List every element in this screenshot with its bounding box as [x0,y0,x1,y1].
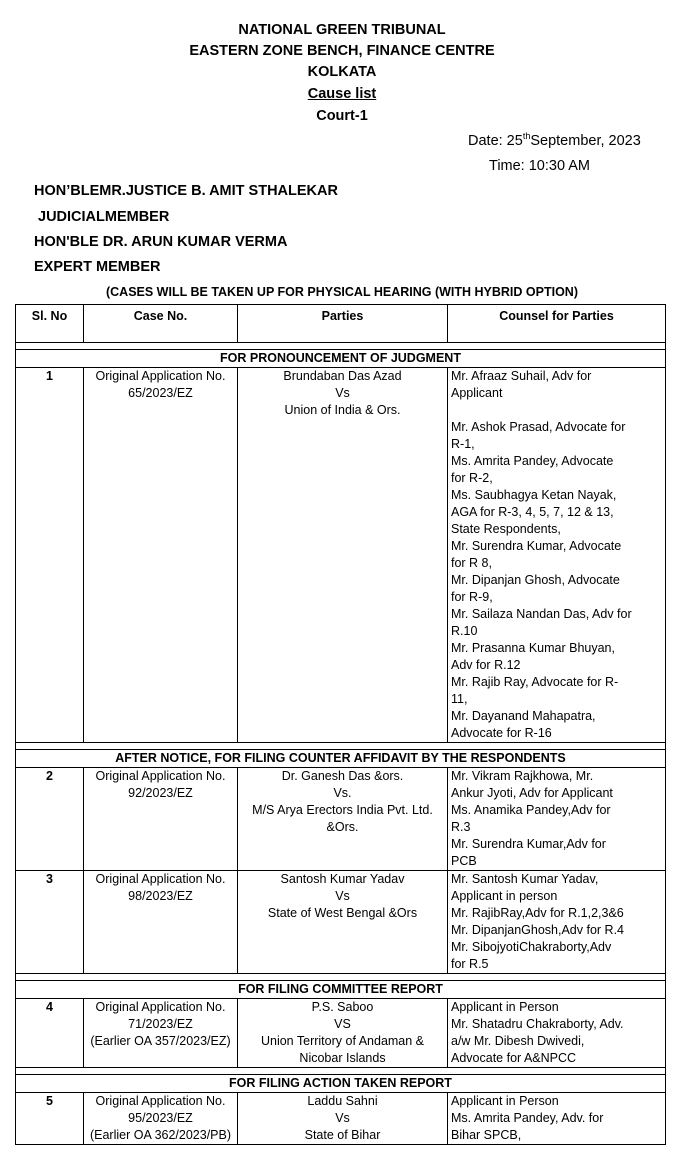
cell-line: P.S. Saboo [311,1000,374,1014]
cell-line: Mr. Prasanna Kumar Bhuyan, [451,641,615,655]
section-heading-row [16,1075,666,1093]
counsel-for-parties [448,871,666,974]
cell-line: 95/2023/EZ [128,1111,193,1125]
cell-line: R.3 [451,820,471,834]
section-heading: FOR PRONOUNCEMENT OF JUDGMENT [16,350,666,368]
column-header-sl: Sl. No [16,305,84,343]
cell-line: Ms. Anamika Pandey,Adv for [451,803,611,817]
table-header-row [16,305,666,343]
serial-number: 4 [16,999,84,1068]
city-name: KOLKATA [307,64,377,80]
section-gap-cell [16,743,666,750]
section-heading-row [16,750,666,768]
counsel-for-parties [448,1093,666,1145]
date-suffix: September, 2023 [530,133,641,149]
table-row [16,871,666,974]
section-gap-row [16,1068,666,1075]
table-row [16,1093,666,1145]
table-row [16,368,666,743]
hearing-time: Time: 10:30 AM [489,158,591,174]
case-number [84,368,238,743]
cell-line: Advocate for R-16 [451,726,552,740]
cell-line: Original Application No. [95,769,226,783]
cell-line: Original Application No. [95,1000,226,1014]
cell-line: Santosh Kumar Yadav [280,872,405,886]
parties [238,1093,448,1145]
hearing-mode-note: (CASES WILL BE TAKEN UP FOR PHYSICAL HEARING (WITH HYBRID OPTION) [105,285,578,299]
case-number [84,1093,238,1145]
cell-line: Applicant in Person [451,1000,559,1014]
section-heading: FOR FILING ACTION TAKEN REPORT [16,1075,666,1093]
cell-line: R-1, [451,437,475,451]
section-gap-row [16,974,666,981]
cell-line: (Earlier OA 357/2023/EZ) [90,1034,231,1048]
case-number [84,768,238,871]
cell-line: Laddu Sahni [307,1094,378,1108]
column-header-parties: Parties [238,305,448,343]
column-header-counsel: Counsel for Parties [448,305,666,343]
cell-line: Brundaban Das Azad [283,369,402,383]
serial-number: 2 [16,768,84,871]
cell-line: 98/2023/EZ [128,889,193,903]
judicial-member-name: HON’BLEMR.JUSTICE B. AMIT STHALEKAR [34,183,338,199]
cell-line: for R.5 [451,957,489,971]
expert-member-role: EXPERT MEMBER [34,259,161,275]
cell-line: Vs [335,1111,350,1125]
cell-line: &Ors. [326,820,359,834]
counsel-for-parties [448,999,666,1068]
cell-line: Mr. DipanjanGhosh,Adv for R.4 [451,923,624,937]
cell-line: for R-2, [451,471,493,485]
cell-line: Mr. Ashok Prasad, Advocate for [451,420,626,434]
serial-number: 1 [16,368,84,743]
cell-line: Ms. Amrita Pandey, Adv. for [451,1111,604,1125]
cell-line: Original Application No. [95,872,226,886]
cell-line: Ms. Amrita Pandey, Advocate [451,454,614,468]
cell-line: State of Bihar [304,1128,381,1142]
cell-line: AGA for R-3, 4, 5, 7, 12 & 13, [451,505,614,519]
cell-line: Mr. Surendra Kumar,Adv for [451,837,606,851]
date-ordinal: th [522,131,531,141]
cell-line: Applicant in person [451,889,558,903]
cell-line: VS [334,1017,351,1031]
cell-line: 71/2023/EZ [128,1017,193,1031]
table-row [16,999,666,1068]
cell-line: Advocate for A&NPCC [451,1051,577,1065]
case-number [84,999,238,1068]
cell-line: Bihar SPCB, [451,1128,522,1142]
cell-line: 11, [451,692,468,706]
cell-line: Adv for R.12 [451,658,521,672]
cell-line: Mr. Dipanjan Ghosh, Advocate [451,573,620,587]
section-heading: FOR FILING COMMITTEE REPORT [16,981,666,999]
bench-name: EASTERN ZONE BENCH, FINANCE CENTRE [189,43,495,59]
parties [238,999,448,1068]
section-gap-cell [16,343,666,350]
parties [238,368,448,743]
expert-member-name: HON'BLE DR. ARUN KUMAR VERMA [34,234,288,250]
section-heading-row [16,981,666,999]
cell-line: Mr. Sailaza Nandan Das, Adv for [451,607,632,621]
cell-line: (Earlier OA 362/2023/PB) [89,1128,232,1142]
cell-line: Applicant in Person [451,1094,559,1108]
case-number [84,871,238,974]
cell-line: State Respondents, [451,522,561,536]
cell-line: Applicant [451,386,503,400]
cell-line: Mr. Afraaz Suhail, Adv for [451,369,592,383]
parties [238,768,448,871]
date-prefix: Date: 25 [468,133,523,149]
cell-line: Mr. SibojyotiChakraborty,Adv [451,940,612,954]
cell-line: Mr. Santosh Kumar Yadav, [451,872,599,886]
cell-line: Mr. RajibRay,Adv for R.1,2,3&6 [451,906,624,920]
cell-line: 92/2023/EZ [128,786,193,800]
cell-line: Ms. Saubhagya Ketan Nayak, [451,488,617,502]
cell-line: Mr. Surendra Kumar, Advocate [451,539,622,553]
judicial-member-role: JUDICIALMEMBER [38,209,170,225]
section-heading-row [16,350,666,368]
cell-line: PCB [451,854,477,868]
cell-line: a/w Mr. Dibesh Dwivedi, [451,1034,585,1048]
court-number: Court-1 [316,108,368,124]
cell-line: for R-9, [451,590,493,604]
cell-line: Dr. Ganesh Das &ors. [281,769,404,783]
cell-line: Nicobar Islands [299,1051,386,1065]
cell-line: Mr. Vikram Rajkhowa, Mr. [451,769,594,783]
hearing-date [468,130,641,152]
cause-list-table [15,304,666,1145]
cell-line: Mr. Shatadru Chakraborty, Adv. [451,1017,624,1031]
section-gap-row [16,743,666,750]
cell-line: Original Application No. [95,369,226,383]
tribunal-name: NATIONAL GREEN TRIBUNAL [238,22,446,38]
cell-line: Original Application No. [95,1094,226,1108]
cell-line: Vs. [333,786,352,800]
cause-list-title: Cause list [307,86,377,102]
parties [238,871,448,974]
cell-line: Vs [335,889,350,903]
blank-line [451,402,662,419]
section-gap-cell [16,1068,666,1075]
counsel-for-parties [448,768,666,871]
cell-line: 65/2023/EZ [128,386,193,400]
cell-line: Union of India & Ors. [284,403,401,417]
table-row [16,768,666,871]
section-heading: AFTER NOTICE, FOR FILING COUNTER AFFIDAVIT BY THE RESPONDENTS [16,750,666,768]
table-body [16,343,666,1145]
column-header-case: Case No. [84,305,238,343]
section-gap-cell [16,974,666,981]
serial-number: 3 [16,871,84,974]
cell-line: M/S Arya Erectors India Pvt. Ltd. [252,803,433,817]
cell-line: Vs [335,386,350,400]
serial-number: 5 [16,1093,84,1145]
section-gap-row [16,343,666,350]
cell-line: Union Territory of Andaman & [260,1034,425,1048]
cell-line: State of West Bengal &Ors [267,906,418,920]
cell-line: for R 8, [451,556,492,570]
cell-line: Ankur Jyoti, Adv for Applicant [451,786,613,800]
cell-line: Mr. Dayanand Mahapatra, [451,709,596,723]
cell-line: Mr. Rajib Ray, Advocate for R- [451,675,619,689]
cell-line: R.10 [451,624,478,638]
counsel-for-parties [448,368,666,743]
